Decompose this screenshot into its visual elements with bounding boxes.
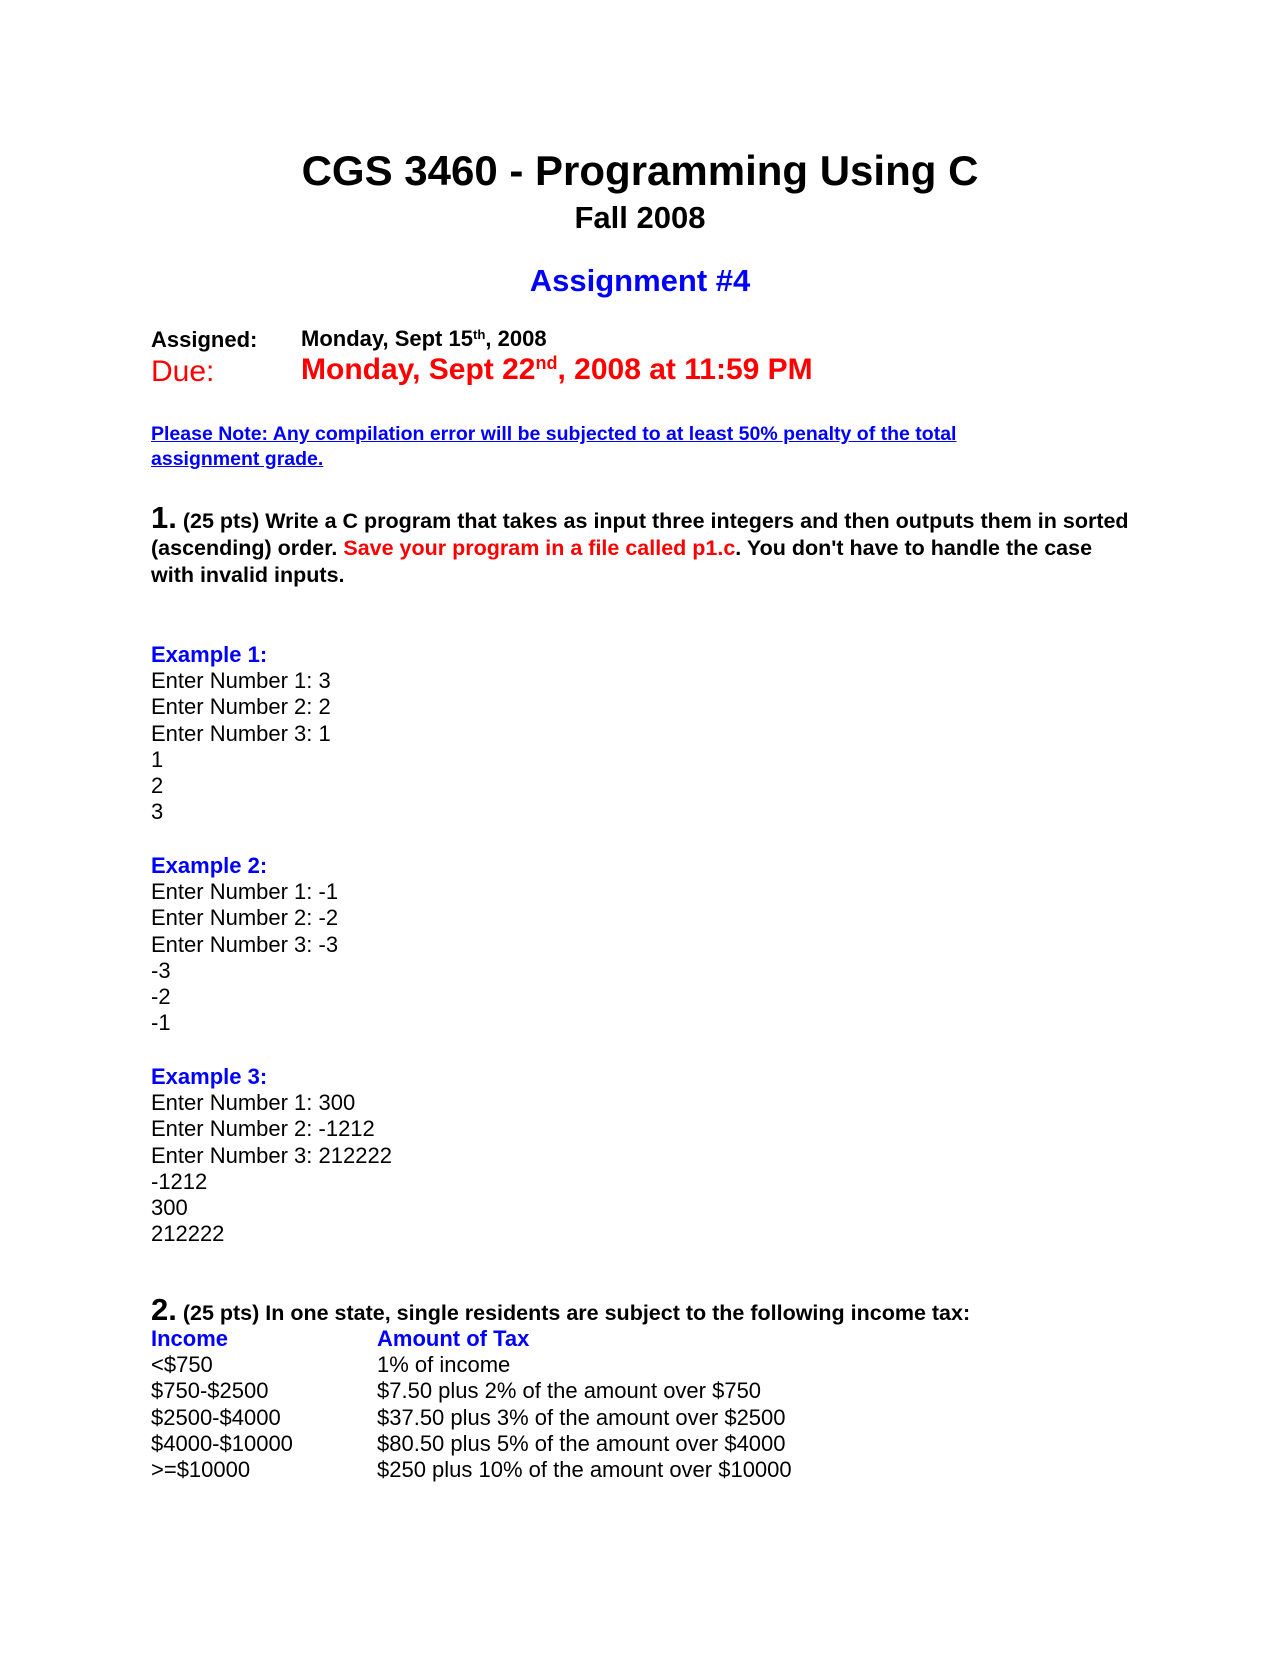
due-date: Monday, Sept 22nd, 2008 at 11:59 PM (301, 353, 813, 386)
example-line: 212222 (151, 1221, 225, 1247)
income-cell: <$750 (151, 1352, 213, 1377)
assigned-label: Assigned: (151, 327, 258, 352)
question-2-number: 2. (151, 1292, 177, 1327)
tax-cell: $80.50 plus 5% of the amount over $4000 (377, 1430, 786, 1456)
term: Fall 2008 (574, 200, 706, 235)
example-3-output (151, 1090, 392, 1248)
example-line: Enter Number 3: -3 (151, 931, 339, 957)
example-line: Enter Number 2: -1212 (151, 1116, 375, 1142)
income-cell: $4000-$10000 (151, 1430, 293, 1456)
example-line: Enter Number 1: -1 (151, 879, 339, 904)
income-cell: $750-$2500 (151, 1378, 269, 1404)
due-label: Due: (151, 355, 215, 388)
income-column (151, 1352, 293, 1483)
example-line: 3 (151, 799, 164, 825)
example-2-output (151, 879, 338, 1037)
tax-cell: $7.50 plus 2% of the amount over $750 (377, 1378, 762, 1404)
example-line: Enter Number 1: 3 (151, 668, 331, 693)
example-1-heading: Example 1: (151, 642, 268, 667)
tax-column (377, 1352, 792, 1483)
tax-cell: $250 plus 10% of the amount over $10000 (377, 1457, 792, 1483)
example-line: 300 (151, 1195, 188, 1221)
example-2-heading: Example 2: (151, 853, 268, 878)
penalty-note: Please Note: Any compilation error will be subjected to at least 50% penalty of the total assignment grade. (151, 423, 957, 470)
tax-cell: $37.50 plus 3% of the amount over $2500 (377, 1404, 786, 1430)
question-1: 1. (25 pts) Write a C program that takes as input three integers and then outputs them in sorted (ascending) order. Save your program in a file called p1.c. You don't have to handle the case with invalid inputs. (151, 500, 1129, 587)
example-line: 1 (151, 746, 164, 772)
example-line: Enter Number 2: 2 (151, 694, 331, 720)
example-line: Enter Number 1: 300 (151, 1090, 356, 1115)
assignment-title: Assignment #4 (529, 263, 751, 298)
example-line: -1212 (151, 1168, 208, 1194)
income-cell: >=$10000 (151, 1457, 251, 1483)
example-1-output (151, 668, 331, 826)
example-line: 2 (151, 773, 164, 799)
assigned-date: Monday, Sept 15th, 2008 (301, 326, 547, 351)
example-line: -3 (151, 957, 171, 983)
tax-cell: 1% of income (377, 1352, 511, 1377)
income-column-header: Income (151, 1326, 229, 1351)
question-1-highlight: Save your program in a file called p1.c (343, 536, 736, 560)
income-cell: $2500-$4000 (151, 1404, 281, 1430)
example-line: Enter Number 2: -2 (151, 905, 339, 931)
tax-column-header: Amount of Tax (377, 1326, 530, 1351)
example-line: Enter Number 3: 1 (151, 720, 331, 746)
question-2: 2. (25 pts) In one state, single residents are subject to the following income tax: (151, 1292, 971, 1327)
course-title: CGS 3460 - Programming Using C (301, 147, 979, 194)
example-line: -2 (151, 984, 171, 1010)
example-3-heading: Example 3: (151, 1064, 268, 1089)
question-1-number: 1. (151, 500, 177, 535)
example-line: -1 (151, 1010, 171, 1036)
example-line: Enter Number 3: 212222 (151, 1142, 392, 1168)
